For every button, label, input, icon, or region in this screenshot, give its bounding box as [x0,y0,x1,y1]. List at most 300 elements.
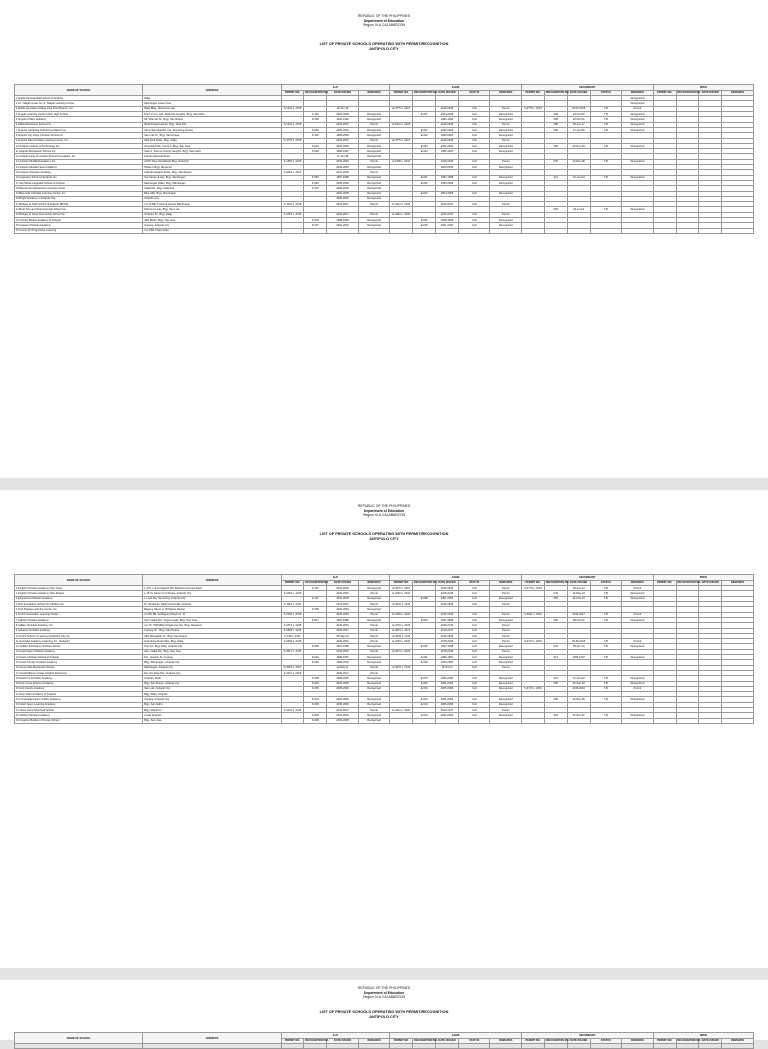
row-number: 14 [15,655,19,659]
table-cell: Permit [358,159,390,164]
table-cell: Cull [458,133,490,138]
table-cell: 2015-2016 [327,612,359,617]
table-cell: Cull [458,223,490,228]
col-sub-header: PERMIT NO. [281,1038,304,1044]
table-cell: 006 [544,617,567,622]
table-cell: 2016-2017 [567,612,590,617]
table-cell: Cull [458,702,490,707]
table-cell: Recognized [358,154,390,159]
table-cell: Recognized [490,644,522,649]
school-name-text: Infant Jesus Learning Academy [19,703,56,707]
table-cell: T-B [590,617,622,622]
table-cell: 2005-2006 [327,180,359,185]
col-sub-header: RECOGNITION NO. [305,581,329,585]
school-address: Brgy. Dalig, Antipolo [143,692,281,697]
table-cell [567,1044,590,1049]
document-page-3 [0,980,768,1043]
school-address: Brgy. Mayamot [143,708,281,713]
table-cell [722,228,754,233]
table-cell: 30-Oct-06 [567,117,590,122]
school-name-text: Jesus Good Shepherd School [19,708,54,712]
table-cell: E-076 [413,676,436,681]
table-cell: Permit [622,586,654,591]
table-cell: 1999-2000 [327,676,359,681]
school-name-text: Good Hope Christian Academy [19,650,56,654]
school-name-text: Holy Family Academy [19,687,45,691]
table-cell: 22-Feb-10 [567,596,590,601]
table-cell: 040 [544,159,567,164]
school-address: Olalia Rd., Brgy. Dela Paz [143,186,281,191]
table-body [15,1044,754,1049]
school-address: San Luis, Antipolo City [143,686,281,691]
table-cell: E-052 [413,180,436,185]
schools-table [14,84,754,234]
table-cell: Cull [458,639,490,644]
row-number: 16 [15,666,19,670]
table-cell: T-B [590,713,622,718]
table-cell: S-4775 s. 2019 [522,586,545,591]
table-cell: Recognized [358,117,390,122]
table-cell: Cull [458,112,490,117]
row-number: 26 [15,229,19,233]
table-cell: E-007 [413,127,436,132]
table-cell: Recognized [490,149,522,154]
table-cell: Cull [458,655,490,660]
table-cell: Recognized [358,143,390,148]
school-name [15,718,143,723]
table-cell: K-1941 s. 2015 [281,122,304,127]
school-name-text: ASEA Montessori School Inc. [17,123,52,127]
school-address: Mt. Sharmel St., Brgy. San Roque [143,117,281,122]
table-cell: Permit [490,602,522,607]
table-cell: Recognized [490,697,522,702]
table-cell: Recognized [622,617,654,622]
table-cell: Recognized [490,681,522,686]
table-cell: K-048 [304,718,327,723]
table-cell: Permit [490,586,522,591]
table-cell: K-1941 s. 2015 [281,106,304,111]
table-cell [390,228,413,233]
table-cell: 21-Jun-09 [567,676,590,681]
table-cell: K-006 [304,644,327,649]
row-number: 13 [15,160,19,164]
republic-line: REPUBLIC OF THE PHILIPPINES [357,986,411,990]
table-cell: Cull [458,127,490,132]
school-address: Brgy. Mambugan, Antipolo City [143,660,281,665]
school-name-text: Golden Sunbeams Christian School [19,645,61,649]
table-cell: 2004-2005 [436,191,459,196]
col-name-header: NAME OF SCHOOL [15,85,143,96]
table-cell [304,228,327,233]
table-cell: 13-May-13 [567,591,590,596]
table-cell [522,228,545,233]
table-cell: 1996-1997 [327,655,359,660]
table-cell: 2001-2002 [436,697,459,702]
table-cell: Permit [358,612,390,617]
school-address: Circumferential Rd. Cor. Sumulong Hi-way [143,127,281,132]
table-cell: Cull [458,149,490,154]
document-page-1 [0,0,768,478]
school-name-text: Gardens Christian Academy [17,629,51,633]
col-sub-header: PERMIT NO. [390,90,413,96]
table-cell: 2001-2002 [327,681,359,686]
col-sub-header: PERMIT NO. [653,580,676,586]
school-name-text: Calvary Baptist Academy of Antipolo [19,218,62,222]
row-number: 18 [15,186,19,190]
table-cell: 04-Jul-13 [567,207,590,212]
table-cell: 2015-2016 [436,106,459,111]
col-group-header: ELEM [390,1033,522,1039]
table-cell: 2015-2016 [436,633,459,638]
school-name-text: Antipolo Sheraton Academy [19,170,52,174]
col-group-header: K+P [281,85,390,91]
school-name-text: Kingdom Builders Christian School [19,719,60,723]
col-sub-header: DATE ISSUED [436,90,459,96]
table-cell: E-014 [413,702,436,707]
table-cell [699,228,722,233]
table-cell: T-B [590,644,622,649]
col-sub-header: PERMIT NO. [653,1038,676,1044]
table-cell: Cull [458,697,490,702]
school-address: Gen. Nakar Rd., Angono Hgts, Brgy. San Jose [143,617,281,622]
school-name-text: Antipolo Cathedral School Foundation Inc. [17,128,67,132]
table-cell [590,718,622,723]
col-sub-header: REMARKS [722,90,754,96]
table-cell: 041 [544,644,567,649]
table-cell: 025 [544,207,567,212]
table-cell: 1999-2000 [436,676,459,681]
table-cell: 2009-2010 [436,165,459,170]
table-cell [413,228,436,233]
col-name-header: NAME OF SCHOOL [15,575,143,586]
table-cell: 2002-2003 [327,127,359,132]
table-cell: Cull [458,681,490,686]
table-cell: Recognized [358,702,390,707]
table-cell: 035 [544,681,567,686]
school-address: San Luis St., Brgy. San Roque [143,133,281,138]
table-cell: E-4775 s. 2017 [390,138,413,143]
table-cell: E-3715 s. 2015 [390,639,413,644]
table-cell: E-044 [413,149,436,154]
table-cell: 1991-1992 [436,117,459,122]
table-cell: Recognized [358,180,390,185]
table-cell: E-023 [413,191,436,196]
row-number: 12 [15,155,19,159]
table-cell: Recognized [622,122,654,127]
row-number: 8 [15,623,18,627]
table-cell: 2016-2017 [436,708,459,713]
school-name-text: First Foundation School for Children Inc. [17,602,65,606]
table-cell: T-B [590,676,622,681]
col-sub-header: REMARKS [622,580,654,586]
table-cell: T-B [590,681,622,686]
table-cell: 1997-1998 [327,617,359,622]
table-cell: 1997-1998 [327,644,359,649]
table-cell: E-1941 s. 2015 [390,122,413,127]
table-cell: 1997-1998 [327,175,359,180]
school-name-text: Esperanza Christian Academy [17,597,53,601]
col-sub-header: RECOGNITION NO. [414,1039,438,1043]
table-cell: E-018 [413,660,436,665]
document-page-2 [0,490,768,968]
table-cell: 083 [544,143,567,148]
table-cell: E-3201 s. 2011 [390,602,413,607]
table-cell: K-013 [304,697,327,702]
col-sub-header: DATE ISSUED [699,580,722,586]
table-cell: Permit [358,623,390,628]
school-name-text: Bright Academy of Antipolo City [19,197,56,201]
row-number: 6 [15,123,18,127]
table-cell: Permit [358,628,390,633]
table-cell: Recognized [358,175,390,180]
table-cell: S-3715 s. 2015 [522,639,545,644]
table-cell: T-B [590,127,622,132]
table-cell [699,1044,722,1049]
col-sub-header: STATUS [458,1038,490,1044]
table-cell [490,1044,522,1049]
table-cell: Recognized [490,127,522,132]
table-cell: 1996-1997 [567,655,590,660]
school-name-text: Antipolo Fillo-Christian Learning Center, Inc. [17,139,69,143]
table-cell [522,718,545,723]
table-cell: 15-Oct-11 [436,665,459,670]
table-cell: Recognized [622,713,654,718]
table-cell: E-4775 s. 2017 [390,106,413,111]
row-number: 20 [15,687,19,691]
table-cell: Permit [358,708,390,713]
table-cell: K-002 [304,681,327,686]
table-cell: Recognized [358,713,390,718]
table-cell: Cull [458,617,490,622]
table-cell: 2005-2006 [436,702,459,707]
col-sub-header: RECOGNITION NO. [414,91,438,95]
school-name-text: Bemvenuto Montessori Learning Center [19,186,66,190]
col-sub-header: RECOGNITION NO. [545,91,570,95]
table-cell: Recognized [358,191,390,196]
school-address: Cupang, Antipolo City [143,223,281,228]
col-name-header: NAME OF SCHOOL [15,1033,143,1044]
table-cell: 2002-2003 [436,127,459,132]
table-cell: Recognized [622,159,654,164]
table-cell: E-3156 s. 2015 [390,612,413,617]
table-cell: Permit [490,633,522,638]
row-number: 23 [15,213,19,217]
table-cell: 23-Jun-04 [567,175,590,180]
table-cell: S-3715 s. 2015 [522,686,545,691]
table-cell: K-007 [304,186,327,191]
table-cell [413,1044,436,1049]
table-cell: Recognized [622,96,654,101]
page-header [0,504,768,518]
school-address [143,1044,281,1049]
table-cell: K-107 [304,596,327,601]
table-cell: Cull [458,602,490,607]
row-number: 3 [15,107,18,111]
schools-table-page-1 [14,84,754,234]
table-cell: Recognized [622,596,654,601]
school-address: Brgy. San Roque, Antipolo City [143,681,281,686]
table-cell: Permit [490,106,522,111]
table-cell: E-013 [413,697,436,702]
table-cell: 2016-2017 [327,708,359,713]
table-cell: T-B [590,122,622,127]
table-cell [653,718,676,723]
school-address: Cupang St. - Brgy. San Roque [143,628,281,633]
table-cell: K-3328 s. 2015 [281,639,304,644]
table-cell: K-098 [304,676,327,681]
table-cell [567,718,590,723]
table-cell [281,228,304,233]
table-cell: Permit [358,649,390,654]
table-cell: E-4441 s. 2016 [390,708,413,713]
table-cell: 17-Apr-08 [567,127,590,132]
row-number: 14 [15,165,19,169]
row-number: 8 [15,133,18,137]
table-cell: Recognized [622,127,654,132]
table-cell [304,1044,327,1049]
school-name-text: Boaz Arts and Sciences High School Inc. [19,208,67,212]
row-number: 1 [15,96,18,100]
table-cell: Permit [358,138,390,143]
table-cell: Recognized [490,143,522,148]
table-row [15,1044,754,1049]
table-cell: E-3181 s. 2015 [390,591,413,596]
school-address: Lower Antipolo [143,713,281,718]
col-sub-header: RECOGNITION NO. [677,1039,701,1043]
school-address: Brgy. San Isidro [143,702,281,707]
table-cell: Recognized [490,713,522,718]
table-cell: Permit [490,623,522,628]
col-address-header: ADDRESS [143,575,281,586]
table-cell: 2001-2002 [436,143,459,148]
col-sub-header: DATE ISSUED [699,1038,722,1044]
table-cell: 2016-2017 [327,628,359,633]
table-cell: Cull [458,180,490,185]
table-cell: 2016-2017 [327,212,359,217]
table-cell: Recognized [622,117,654,122]
row-number: 12 [15,645,19,649]
school-name-text: Green Hills Montessori School [19,666,55,670]
table-cell: Permit [622,686,654,691]
table-cell: 2015-2016 [327,138,359,143]
row-number: 25 [15,713,19,717]
school-address: Cupang, Antipolo City [143,697,281,702]
school-address: Hills Park Subd., Brgy. Dalig [143,138,281,143]
col-sub-header: PERMIT NO. [522,90,545,96]
table-cell: 1997-1998 [436,175,459,180]
school-address: Gen. Nakar Rd., Brgy. San Jose [143,649,281,654]
table-cell: Recognized [622,591,654,596]
table-cell: Recognized [490,218,522,223]
table-cell: E-014 [413,713,436,718]
table-cell: 2015-2016 [436,623,459,628]
col-sub-header: RECOGNITION NO. [677,581,701,585]
table-cell: S-4775 s. 2019 [522,106,545,111]
school-name-text: Angelic Learning Center (ALC) High School [17,112,68,116]
row-number: 15 [15,660,19,664]
school-name [15,228,143,233]
table-body [15,586,754,724]
school-address: Grandview Road Sitio, Brgy. Dalig [143,639,281,644]
col-group-header: SPED [653,575,753,581]
row-number: 19 [15,192,19,196]
table-cell: E-002 [413,681,436,686]
table-cell: Recognized [358,186,390,191]
table-cell: Cull [458,676,490,681]
table-cell: Permit [490,138,522,143]
table-cell: Cull [458,644,490,649]
table-cell: T-B [590,117,622,122]
republic-line: REPUBLIC OF THE PHILIPPINES [357,504,411,508]
school-address: Ordonez St., Brgy. Dalig [143,212,281,217]
table-cell: Recognized [622,676,654,681]
table-cell [458,718,490,723]
table-cell: 17-Jun-08 [327,154,359,159]
table-cell: 2004-2005 [327,718,359,723]
table-cell: 2001-2002 [327,143,359,148]
table-cell: T-B [590,207,622,212]
table-cell: Recognized [622,101,654,106]
table-cell: T-B [590,591,622,596]
row-number: 16 [15,176,19,180]
table-header [15,1033,754,1044]
row-number: 24 [15,218,19,222]
table-cell: Permit [490,212,522,217]
table-cell: Recognized [358,655,390,660]
table-cell: 028 [544,697,567,702]
school-address: Gate 2, Town & Country Heights, Brgy. San Isidro [143,149,281,154]
table-cell: 2015-2016 [327,623,359,628]
table-header [15,85,754,96]
table-cell: Recognized [358,223,390,228]
school-name-text: Gonzalez Academy Learning, Inc. (Antipolo) [19,639,70,643]
table-cell: Cull [458,612,490,617]
row-number: 4 [15,602,18,606]
table-cell: Cull [458,143,490,148]
table-cell: 2015-2016 [567,686,590,691]
table-cell: K-4441 s. 2016 [281,708,304,713]
table-cell [544,228,567,233]
col-sub-header: REMARKS [622,90,654,96]
school-name-text: Academia Integrated School of Antipolo [17,96,64,100]
table-cell: 085 [544,117,567,122]
school-address: Llamas National Road [143,154,281,159]
table-cell: Permit [358,670,390,675]
table-cell: Permit [358,170,390,175]
table-cell: Permit [490,122,522,127]
table-body [15,96,754,234]
table-cell: Recognized [358,596,390,601]
table-cell: E-002 [413,133,436,138]
table-cell: Recognized [358,149,390,154]
col-group-header: ELEM [390,575,522,581]
table-cell: Recognized [358,617,390,622]
school-address: ACPC Dine Woodlands Brgy. Dela Paz [143,159,281,164]
table-cell: T-B [590,612,622,617]
table-cell: 2004-2005 [327,112,359,117]
table-cell: 2001-2002 [436,596,459,601]
table-cell: Cull [458,686,490,691]
row-number: 22 [15,698,19,702]
table-cell: 18-Jun-15 [327,106,359,111]
table-cell: K-019 [304,218,327,223]
table-cell: E-032 [413,218,436,223]
table-cell [653,1044,676,1049]
table-cell: Cull [458,159,490,164]
table-cell: T-B [590,686,622,691]
table-cell: Cull [458,191,490,196]
row-number: 5 [15,118,18,122]
